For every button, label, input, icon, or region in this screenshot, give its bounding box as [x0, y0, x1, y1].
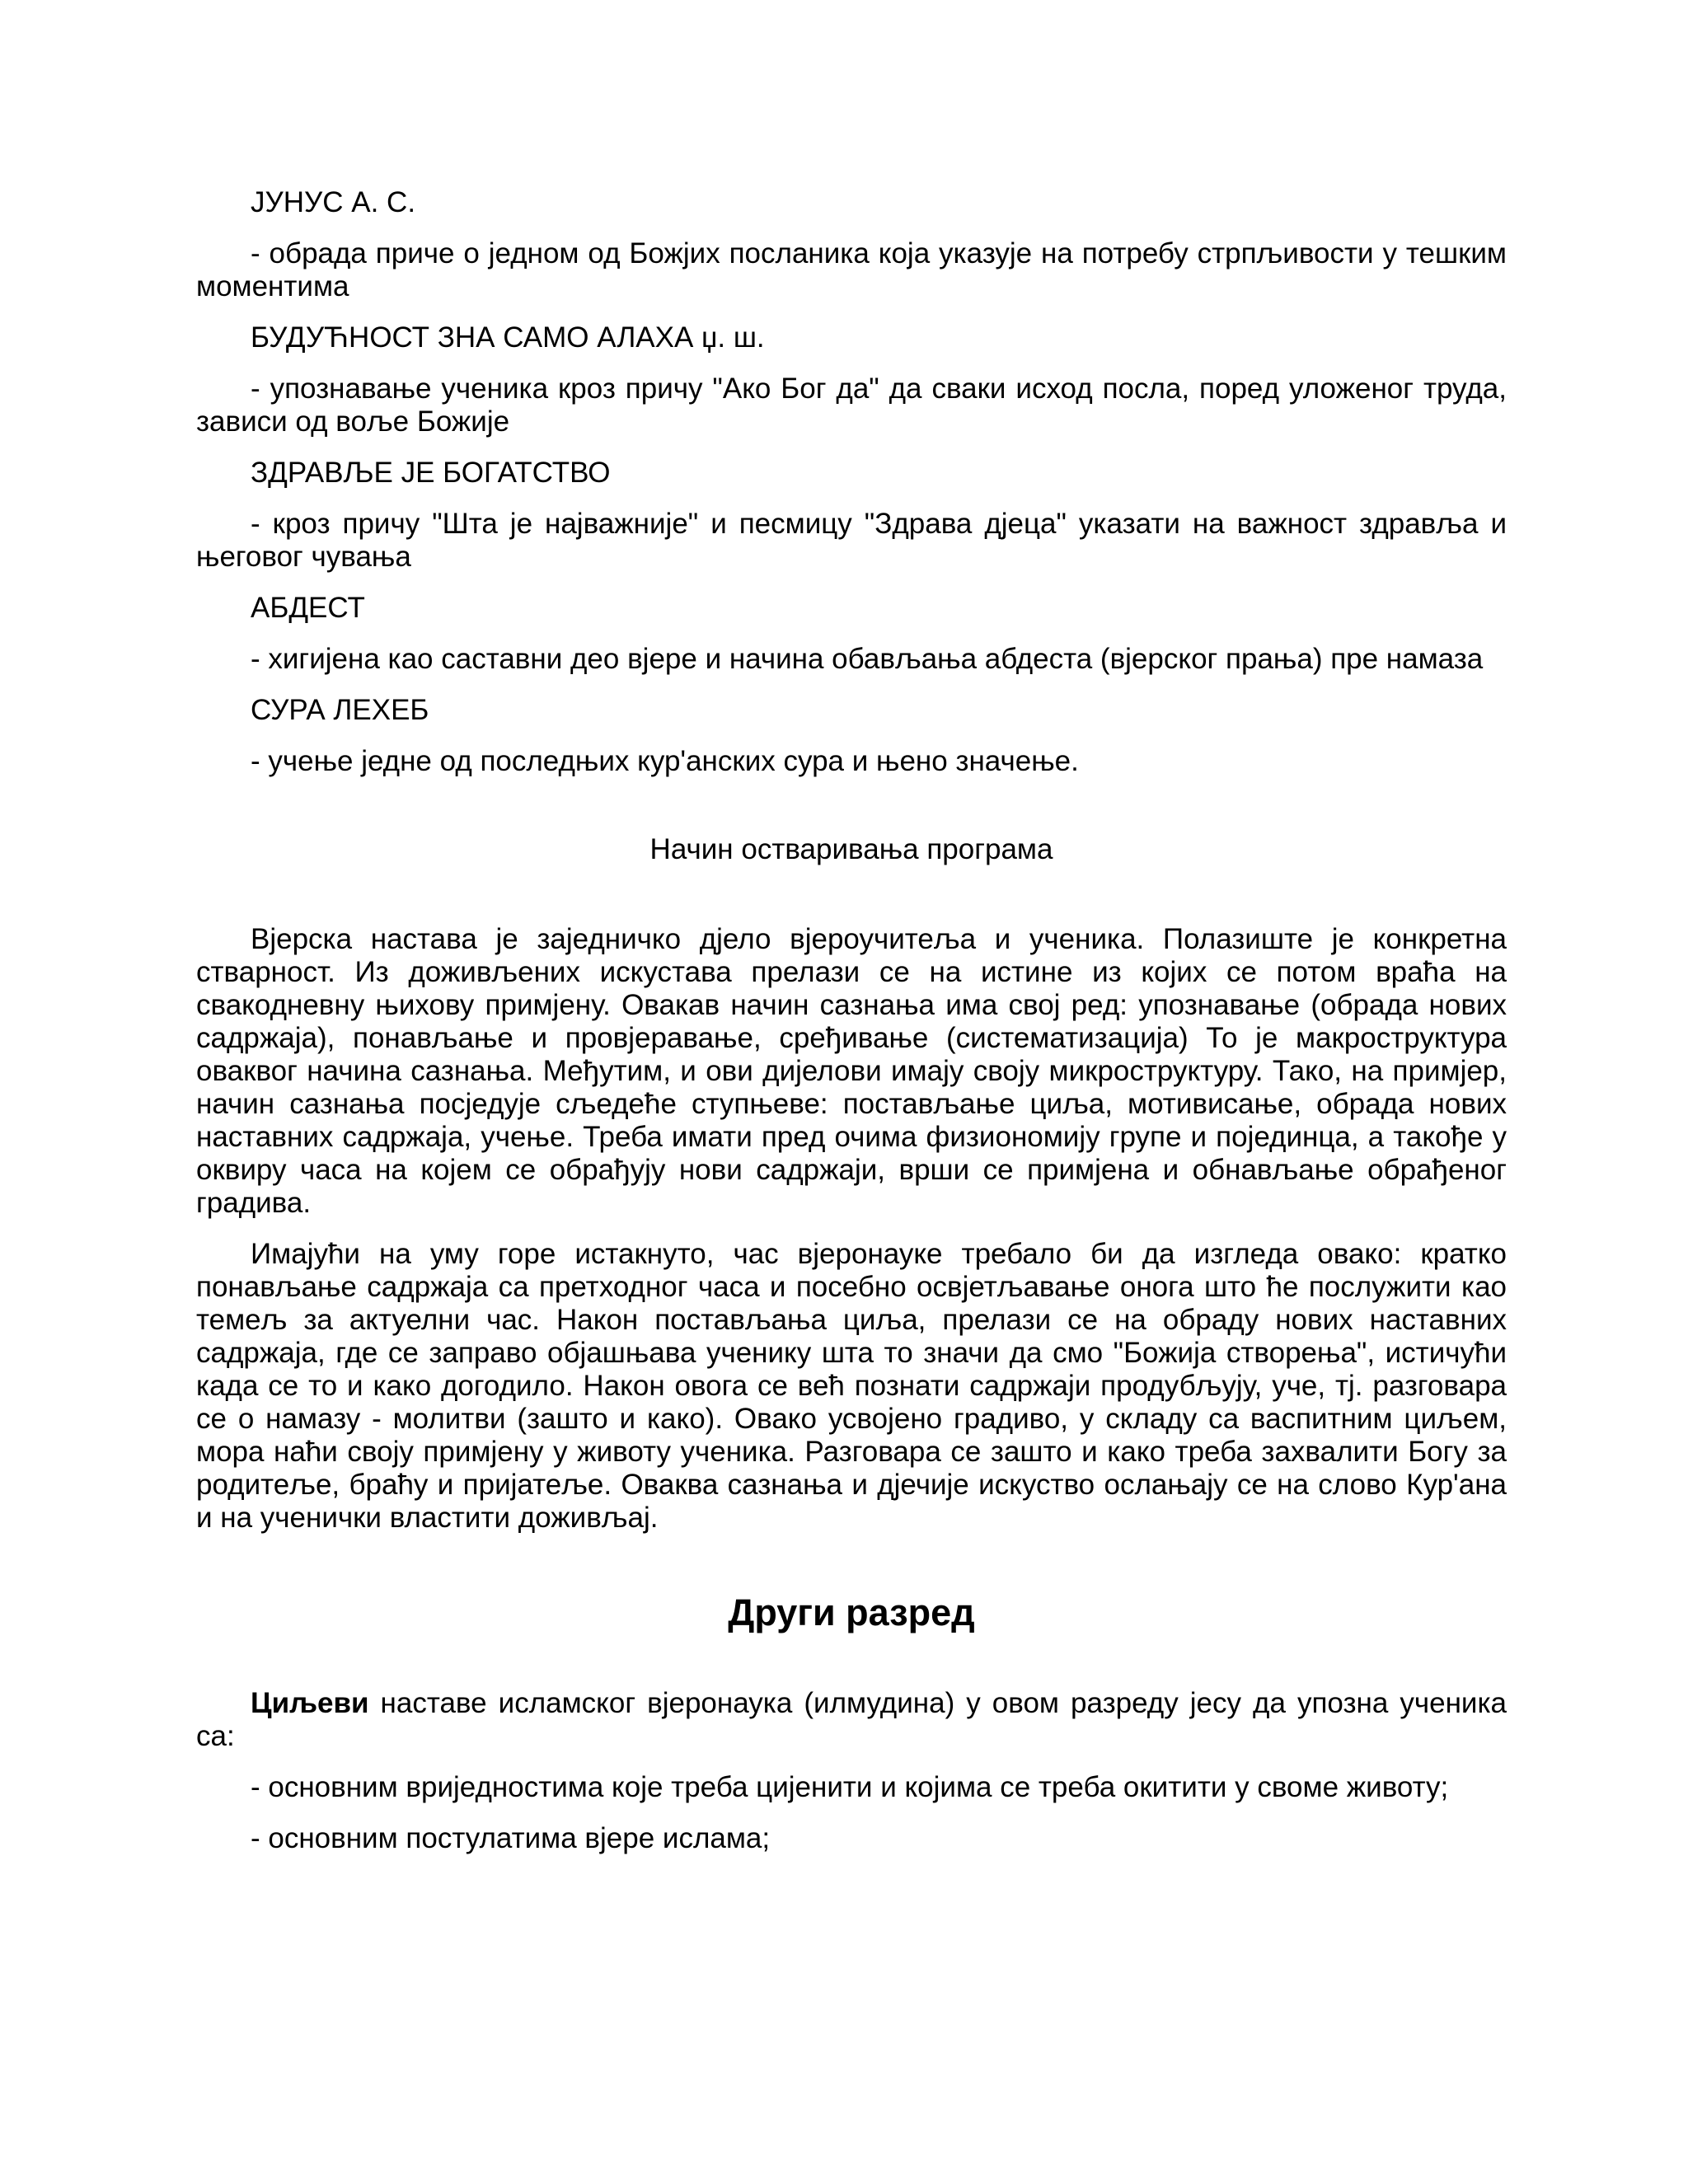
topic-title: АБДЕСТ — [251, 592, 365, 624]
goals-text: наставе исламског вјеронаука (илмудина) у овом разреду јесу да упозна ученика са: — [196, 1687, 1507, 1752]
goals-paragraph — [196, 1687, 1507, 1753]
document-page — [196, 186, 1507, 1855]
topic-title: ЈУНУС А. С. — [251, 186, 416, 218]
method-paragraph-2: Имајући на уму горе истакнуто, час вјеронауке требало би да изгледа овако: кратко понављање садржаја са претходног часа и посебно освјетљавање онога што ће послужити као темељ за актуелни час. Након постављања циља, прелази се на обраду нових наставних садржаја, где се заправо објашњава ученику шта то значи да смо "Божија створења", истичући када се то и како догодило. Након овога се већ познати садржаји продубљују, уче, тј. разговара се о намазу - молитви (зашто и како). Овако усвојено градиво, у складу са васпитним циљем, мора наћи своју примјену у животу ученика. Разговара се зашто и како треба захвалити Богу за родитеље, браћу и пријатеље. Оваква сазнања и дјечије искуство ослањају се на слово Кур'ана и на ученички властити доживљај. — [196, 1238, 1507, 1534]
method-paragraph-1: Вјерска настава је заједничко дјело вјероучитеља и ученика. Полазиште је конкретна стварност. Из доживљених искустава прелази се на истине из којих се потом враћа на свакодневну њихову примјену. Овакав начин сазнања има свој ред: упознавање (обрада нових садржаја), понављање и провјеравање, сређивање (систематизација) То је макроструктура оваквог начина сазнања. Међутим, и ови дијелови имају своју микроструктуру. Тако, на примјер, начин сазнања посједује сљедеће ступњеве: постављање циља, мотивисање, обрада нових наставних садржаја, учење. Треба имати пред очима физиономију групе и појединца, а такође у оквиру часа на којем се обрађују нови садржаји, врши се примјена и обнављање обрађеног градива. — [196, 923, 1507, 1219]
topic-description: - кроз причу "Шта је најважније" и песмицу "Здрава дјеца" указати на важност здравља и његовог чувања — [196, 508, 1507, 573]
topic-description: - обрада приче о једном од Божјих посланика која указује на потребу стрпљивости у тешким моментима — [196, 237, 1507, 302]
topic-description: - упознавање ученика кроз причу "Ако Бог да" да сваки исход посла, поред уложеног труда, зависи од воље Божије — [196, 373, 1507, 438]
topic-title: БУДУЋНОСТ ЗНА САМО АЛАХА џ. ш. — [251, 321, 765, 354]
topic-description: - хигијена као саставни део вјере и начина обављања абдеста (вјерског прања) пре намаза — [251, 643, 1484, 675]
goals-bold-word: Циљеви — [251, 1687, 369, 1719]
grade-heading: Други разред — [728, 1591, 975, 1633]
method-section-title: Начин остваривања програма — [649, 833, 1053, 865]
topic-description: - учење једне од последњих кур'анских сура и њено значење. — [251, 745, 1079, 777]
topic-title: ЗДРАВЉЕ ЈЕ БОГАТСТВО — [251, 457, 611, 489]
topic-title: СУРА ЛЕХЕБ — [251, 694, 429, 726]
goal-item: - основним постулатима вјере ислама; — [251, 1822, 771, 1854]
goal-item: - основним вриједностима које треба цијенити и којима се треба окитити у своме животу; — [251, 1771, 1449, 1803]
